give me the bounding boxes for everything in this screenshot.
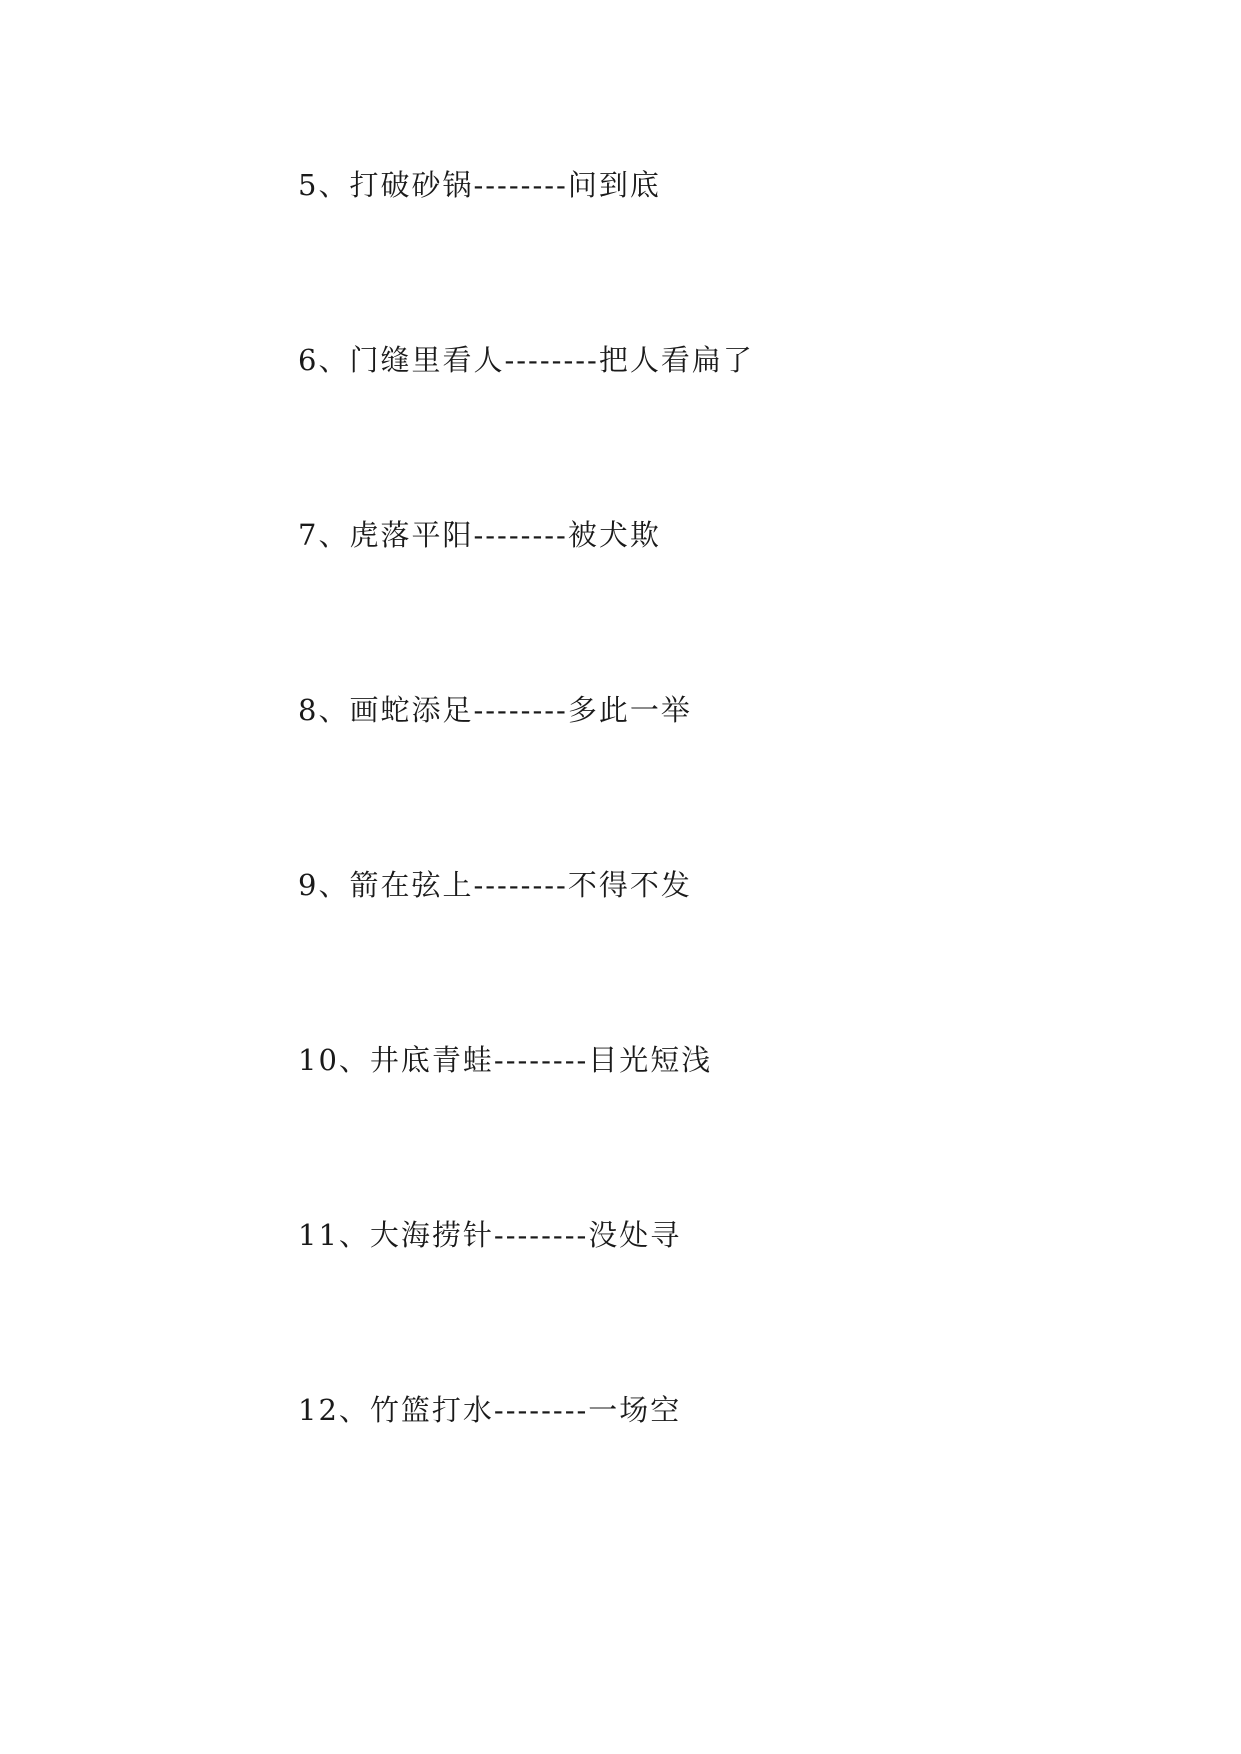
proverb-line-12: 12、竹篮打水--------一场空 — [298, 1393, 682, 1427]
proverb-line-7: 7、虎落平阳--------被犬欺 — [298, 518, 661, 552]
proverb-line-8: 8、画蛇添足--------多此一举 — [298, 693, 692, 727]
proverb-line-11: 11、大海捞针--------没处寻 — [298, 1218, 682, 1252]
proverb-line-9: 9、箭在弦上--------不得不发 — [298, 868, 692, 902]
proverb-line-5: 5、打破砂锅--------问到底 — [298, 168, 661, 202]
proverb-line-6: 6、门缝里看人--------把人看扁了 — [298, 343, 754, 377]
proverb-line-10: 10、井底青蛙--------目光短浅 — [298, 1043, 713, 1077]
